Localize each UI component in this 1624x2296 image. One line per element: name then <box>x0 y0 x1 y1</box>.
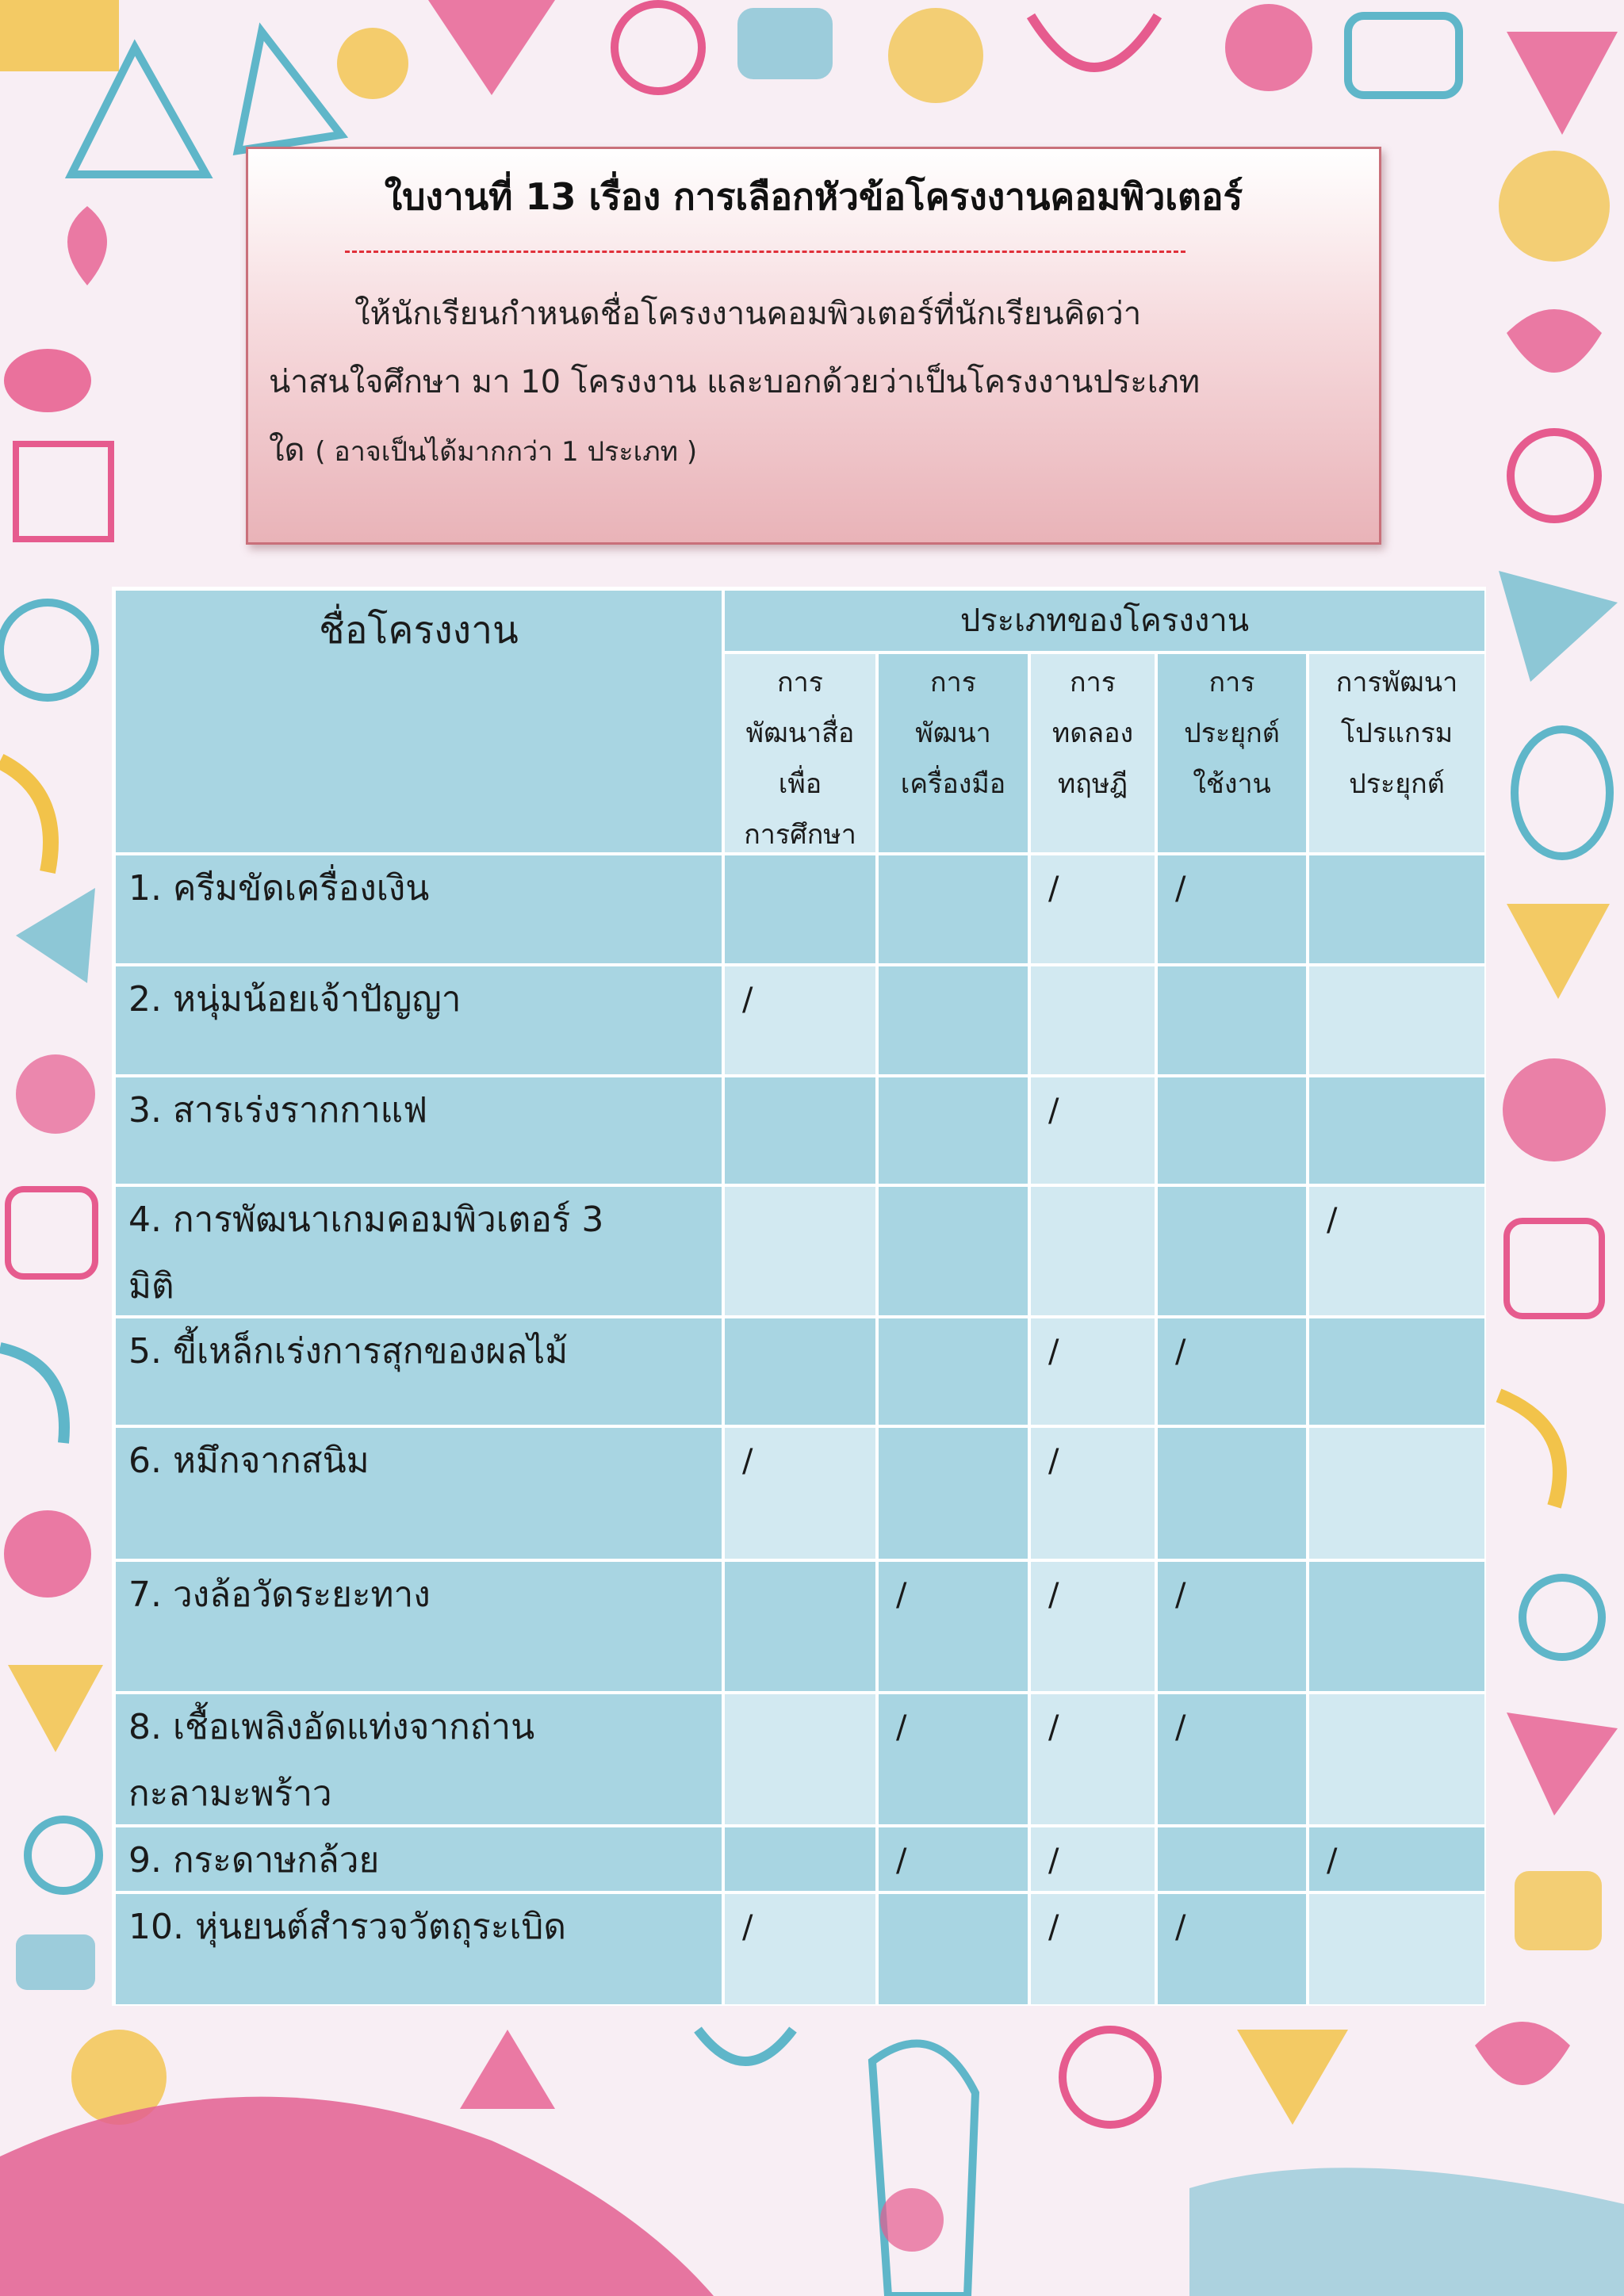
project-table <box>112 587 1486 2006</box>
type-mark-cell: / <box>1029 1892 1156 2006</box>
type-mark-cell <box>1308 1317 1486 1426</box>
type-mark-cell <box>1308 1693 1486 1826</box>
type-mark-cell: / <box>1308 1826 1486 1892</box>
type-mark-cell <box>723 1693 877 1826</box>
instruction-text <box>269 280 1363 486</box>
type-mark-cell <box>1029 965 1156 1076</box>
type-mark-cell: / <box>1156 854 1308 965</box>
type-mark-cell: / <box>1156 1560 1308 1693</box>
type-mark-cell: / <box>1156 1317 1308 1426</box>
type-mark-cell <box>1156 1076 1308 1185</box>
type-mark-cell: / <box>723 1426 877 1560</box>
project-name-cell: 8. เชื้อเพลิงอัดแท่งจากถ่าน กะลามะพร้าว <box>114 1693 723 1826</box>
type-mark-cell: / <box>723 1892 877 2006</box>
type-column-header: การพัฒนา โปรแกรม ประยุกต์ <box>1308 652 1486 854</box>
project-name-cell: 9. กระดาษกล้วย <box>114 1826 723 1892</box>
type-mark-cell <box>723 854 877 965</box>
type-mark-cell <box>723 1560 877 1693</box>
type-mark-cell <box>1156 1185 1308 1317</box>
type-mark-cell: / <box>1029 1426 1156 1560</box>
type-mark-cell <box>1156 1826 1308 1892</box>
type-mark-cell <box>1308 1426 1486 1560</box>
type-mark-cell <box>877 1892 1029 2006</box>
type-column-header: การ ประยุกต์ ใช้งาน <box>1156 652 1308 854</box>
instruction-line-3b: ( อาจเป็นได้มากกว่า 1 ประเภท ) <box>315 436 698 468</box>
project-name-cell: 7. วงล้อวัดระยะทาง <box>114 1560 723 1693</box>
type-mark-cell <box>877 854 1029 965</box>
type-mark-cell <box>1029 1185 1156 1317</box>
type-mark-cell <box>877 1076 1029 1185</box>
type-mark-cell <box>1308 965 1486 1076</box>
type-mark-cell: / <box>1156 1892 1308 2006</box>
instruction-line-2: น่าสนใจศึกษา มา 10 โครงงาน และบอกด้วยว่าเป็นโครงงานประเภท <box>269 364 1201 400</box>
type-mark-cell: / <box>1029 854 1156 965</box>
project-name-cell: 1. ครีมขัดเครื่องเงิน <box>114 854 723 965</box>
project-name-cell: 6. หมึกจากสนิม <box>114 1426 723 1560</box>
type-mark-cell <box>1308 1560 1486 1693</box>
type-mark-cell <box>723 1076 877 1185</box>
instruction-line-1: ให้นักเรียนกำหนดชื่อโครงงานคอมพิวเตอร์ที่นักเรียนคิดว่า <box>354 296 1142 332</box>
type-mark-cell: / <box>1029 1693 1156 1826</box>
type-mark-cell <box>1308 1892 1486 2006</box>
type-mark-cell <box>723 1826 877 1892</box>
type-mark-cell <box>1156 965 1308 1076</box>
type-mark-cell: / <box>1029 1076 1156 1185</box>
dashed-divider <box>345 251 1185 253</box>
type-column-header: การ พัฒนาสื่อ เพื่อ การศึกษา <box>723 652 877 854</box>
type-mark-cell: / <box>877 1693 1029 1826</box>
type-mark-cell: / <box>877 1826 1029 1892</box>
project-name-cell: 2. หนุ่มน้อยเจ้าปัญญา <box>114 965 723 1076</box>
type-mark-cell <box>1156 1426 1308 1560</box>
type-mark-cell <box>877 1426 1029 1560</box>
project-type-header: ประเภทของโครงงาน <box>723 589 1486 652</box>
project-name-cell: 5. ขี้เหล็กเร่งการสุกของผลไม้ <box>114 1317 723 1426</box>
type-mark-cell: / <box>1029 1560 1156 1693</box>
worksheet-title: ใบงานที่ 13 เรื่อง การเลือกหัวข้อโครงงานคอมพิวเตอร์ <box>384 175 1243 218</box>
type-mark-cell: / <box>1029 1317 1156 1426</box>
type-column-header: การ ทดลอง ทฤษฎี <box>1029 652 1156 854</box>
type-mark-cell <box>723 1317 877 1426</box>
type-mark-cell <box>1308 854 1486 965</box>
type-mark-cell <box>723 1185 877 1317</box>
type-mark-cell: / <box>1029 1826 1156 1892</box>
instruction-line-3a: ใด <box>269 432 305 469</box>
project-name-cell: 4. การพัฒนาเกมคอมพิวเตอร์ 3 มิติ <box>114 1185 723 1317</box>
type-mark-cell <box>1308 1076 1486 1185</box>
project-name-cell: 10. หุ่นยนต์สำรวจวัตถุระเบิด <box>114 1892 723 2006</box>
project-name-cell: 3. สารเร่งรากกาแฟ <box>114 1076 723 1185</box>
type-mark-cell: / <box>1156 1693 1308 1826</box>
worksheet-header <box>246 147 1381 545</box>
type-mark-cell: / <box>877 1560 1029 1693</box>
type-mark-cell <box>877 965 1029 1076</box>
type-mark-cell: / <box>723 965 877 1076</box>
type-mark-cell: / <box>1308 1185 1486 1317</box>
type-mark-cell <box>877 1317 1029 1426</box>
type-column-header: การ พัฒนา เครื่องมือ <box>877 652 1029 854</box>
type-mark-cell <box>877 1185 1029 1317</box>
project-name-header: ชื่อโครงงาน <box>114 589 723 854</box>
